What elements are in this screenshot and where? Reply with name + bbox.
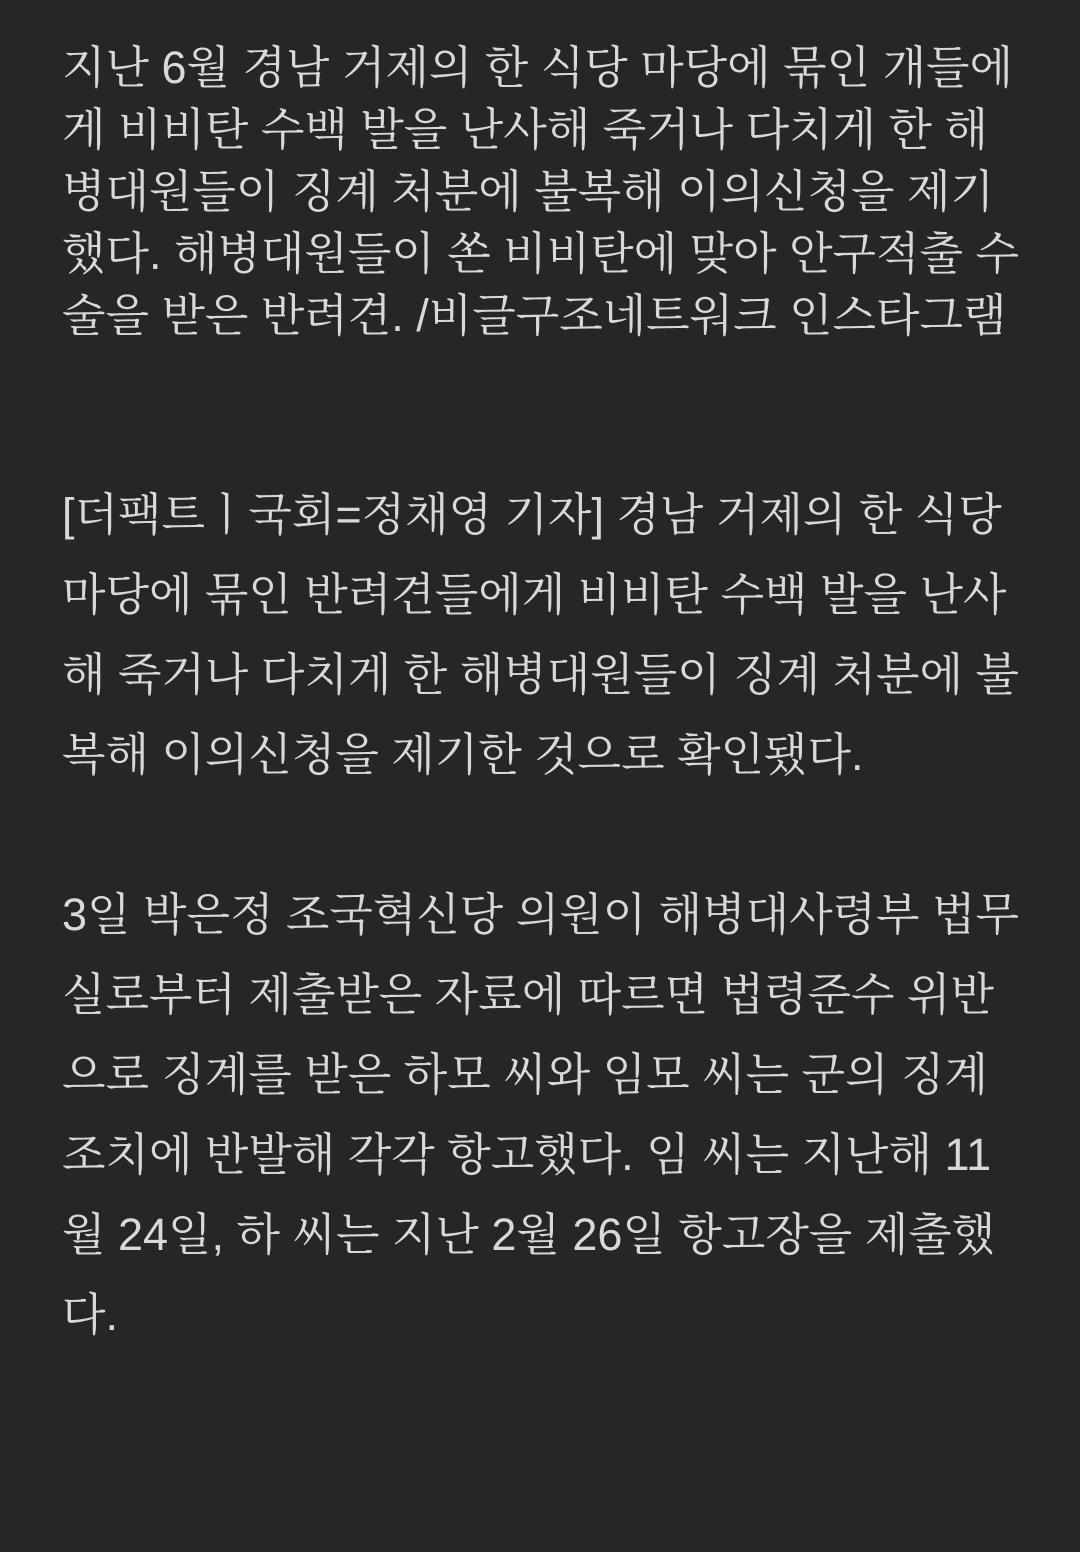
article-body-paragraph: 3일 박은정 조국혁신당 의원이 해병대사령부 법무실로부터 제출받은 자료에 따르면 법령준수 위반으로 징계를 받은 하모 씨와 임모 씨는 군의 징계 조치에 반발해 각각 항고했다. 임 씨는 지난해 11월 24일, 하 씨는 지난 2월 26일 항고장을 제출했다. (62, 889, 1019, 1340)
article-lead-paragraph: [더팩트ㅣ국회=정채영 기자] 경남 거제의 한 식당 마당에 묶인 반려견들에게 비비탄 수백 발을 난사해 죽거나 다치게 한 해병대원들이 징계 처분에 불복해 이의신청을 제기한 것으로 확인됐다. (62, 489, 1019, 780)
image-caption: 지난 6월 경남 거제의 한 식당 마당에 묶인 개들에게 비비탄 수백 발을 난사해 죽거나 다치게 한 해병대원들이 징계 처분에 불복해 이의신청을 제기했다. 해병대원들이 쏜 비비탄에 맞아 안구적출 수술을 받은 반려견. /비글구조네트워크 인스타그램 (62, 42, 1019, 341)
